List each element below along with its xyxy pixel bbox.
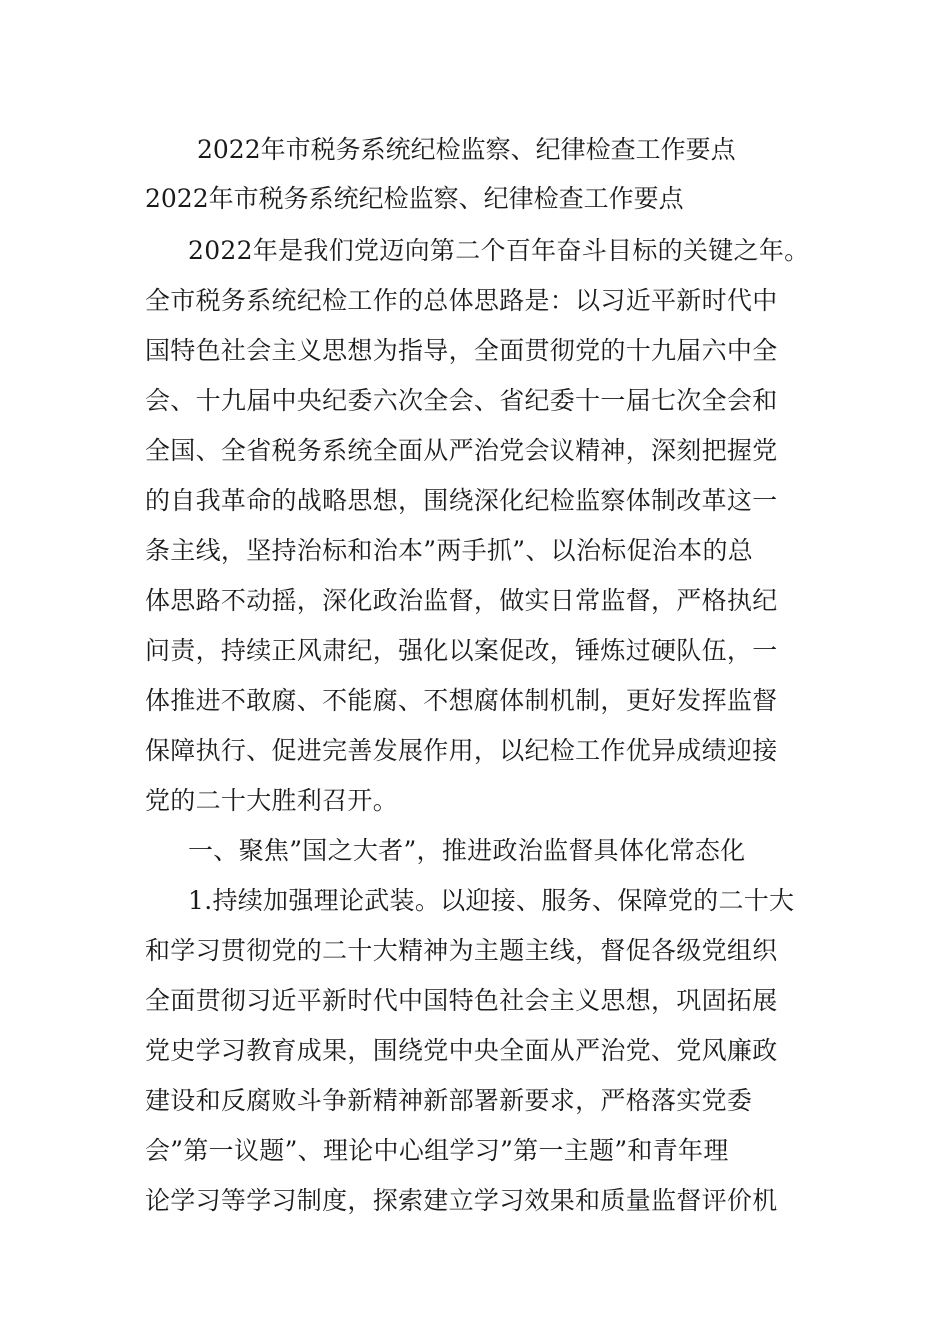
paragraph-line: 和学习贯彻党的二十大精神为主题主线，督促各级党组织	[145, 936, 778, 965]
paragraph-line: 党史学习教育成果，围绕党中央全面从严治党、党风廉政	[145, 1036, 778, 1065]
paragraph-line: 建设和反腐败斗争新精神新部署新要求，严格落实党委	[145, 1086, 753, 1115]
paragraph-line: 体推进不敢腐、不能腐、不想腐体制机制，更好发挥监督	[145, 686, 778, 715]
paragraph-line: 会、十九届中央纪委六次全会、省纪委十一届七次全会和	[145, 386, 778, 415]
paragraph-line: 条主线，坚持治标和治本”两手抓”、以治标促治本的总	[145, 536, 754, 565]
paragraph-line: 的自我革命的战略思想，围绕深化纪检监察体制改革这一	[145, 486, 778, 515]
document-title: 2022年市税务系统纪检监察、纪律检查工作要点	[197, 135, 736, 164]
paragraph-line: 国特色社会主义思想为指导，全面贯彻党的十九届六中全	[145, 336, 778, 365]
paragraph-line: 2022年是我们党迈向第二个百年奋斗目标的关键之年。	[188, 236, 810, 265]
paragraph-line: 会”第一议题”、理论中心组学习”第一主题”和青年理	[145, 1136, 729, 1165]
paragraph-line: 体思路不动摇，深化政治监督，做实日常监督，严格执纪	[145, 586, 778, 615]
paragraph-line: 党的二十大胜利召开。	[145, 786, 399, 815]
paragraph-line: 保障执行、促进完善发展作用，以纪检工作优异成绩迎接	[145, 736, 778, 765]
paragraph-line: 全国、全省税务系统全面从严治党会议精神，深刻把握党	[145, 436, 778, 465]
paragraph-line: 论学习等学习制度，探索建立学习效果和质量监督评价机	[145, 1186, 778, 1215]
document-subtitle: 2022年市税务系统纪检监察、纪律检查工作要点	[145, 184, 684, 213]
paragraph-line: 全面贯彻习近平新时代中国特色社会主义思想，巩固拓展	[145, 986, 778, 1015]
paragraph-line: 1.持续加强理论武装。以迎接、服务、保障党的二十大	[188, 886, 795, 915]
paragraph-line: 问责，持续正风肃纪，强化以案促改，锤炼过硬队伍，一	[145, 636, 778, 665]
section-heading: 一、聚焦”国之大者”，推进政治监督具体化常态化	[188, 836, 746, 865]
paragraph-line: 全市税务系统纪检工作的总体思路是：以习近平新时代中	[145, 286, 778, 315]
document-body	[145, 226, 815, 1226]
